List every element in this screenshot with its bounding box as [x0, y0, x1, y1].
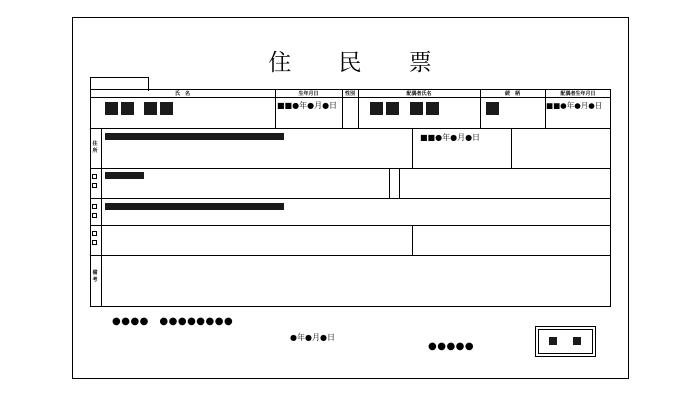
field-redaction: [105, 203, 284, 210]
remarks-label: 備考: [92, 270, 98, 283]
name-redaction: [160, 102, 173, 115]
official-dots: ●●●●●: [428, 341, 475, 352]
field-redaction: [105, 172, 144, 179]
column-divider: [511, 128, 512, 168]
column-divider: [480, 89, 481, 128]
column-divider: [342, 89, 343, 128]
spouse-name-redaction: [410, 102, 423, 115]
seal-mark: [549, 337, 557, 345]
column-divider: [412, 225, 413, 255]
row-divider: [90, 255, 611, 256]
checkbox[interactable]: [92, 174, 97, 179]
header-relationship: 続 柄: [504, 91, 520, 97]
row-divider: [90, 97, 611, 98]
name-redaction: [144, 102, 157, 115]
seal-mark: [573, 337, 581, 345]
column-divider: [358, 89, 359, 128]
row-divider: [90, 198, 611, 199]
column-divider: [412, 128, 413, 168]
name-redaction: [121, 102, 134, 115]
header-name: 氏 名: [174, 91, 190, 97]
spouse-name-redaction: [370, 102, 383, 115]
checkbox[interactable]: [92, 231, 97, 236]
header-gender: 性別: [344, 91, 355, 97]
relationship-redaction: [486, 102, 499, 115]
header-spouse-birth: 配偶者生年月日: [560, 91, 596, 97]
row-divider: [90, 168, 611, 169]
header-spouse-name: 配偶者氏名: [406, 91, 432, 97]
name-redaction: [105, 102, 118, 115]
address-redaction: [105, 133, 284, 140]
spouse-name-redaction: [426, 102, 439, 115]
row-divider: [90, 128, 611, 129]
header-birth-date: 生年月日: [298, 91, 319, 97]
birth-date-value: ■■●年●月●日: [277, 101, 338, 110]
spouse-birth-value: ■■●年●月●日: [546, 101, 603, 110]
checkbox[interactable]: [92, 240, 97, 245]
row-divider: [90, 225, 611, 226]
official-seal: [538, 329, 593, 354]
issue-date: ●年●月●日: [290, 333, 335, 342]
checkbox[interactable]: [92, 204, 97, 209]
issuer-dots: ●●●● ●●●●●●●●: [112, 316, 234, 327]
checkbox[interactable]: [92, 213, 97, 218]
column-divider: [275, 89, 276, 128]
spouse-name-redaction: [386, 102, 399, 115]
address-label: 住所: [92, 141, 98, 154]
document-title: 住 民 票: [268, 50, 452, 76]
column-divider: [389, 168, 390, 198]
address-date-value: ■■●年●月●日: [420, 133, 481, 142]
label-column-divider: [101, 128, 102, 307]
column-divider: [399, 168, 400, 198]
checkbox[interactable]: [92, 183, 97, 188]
